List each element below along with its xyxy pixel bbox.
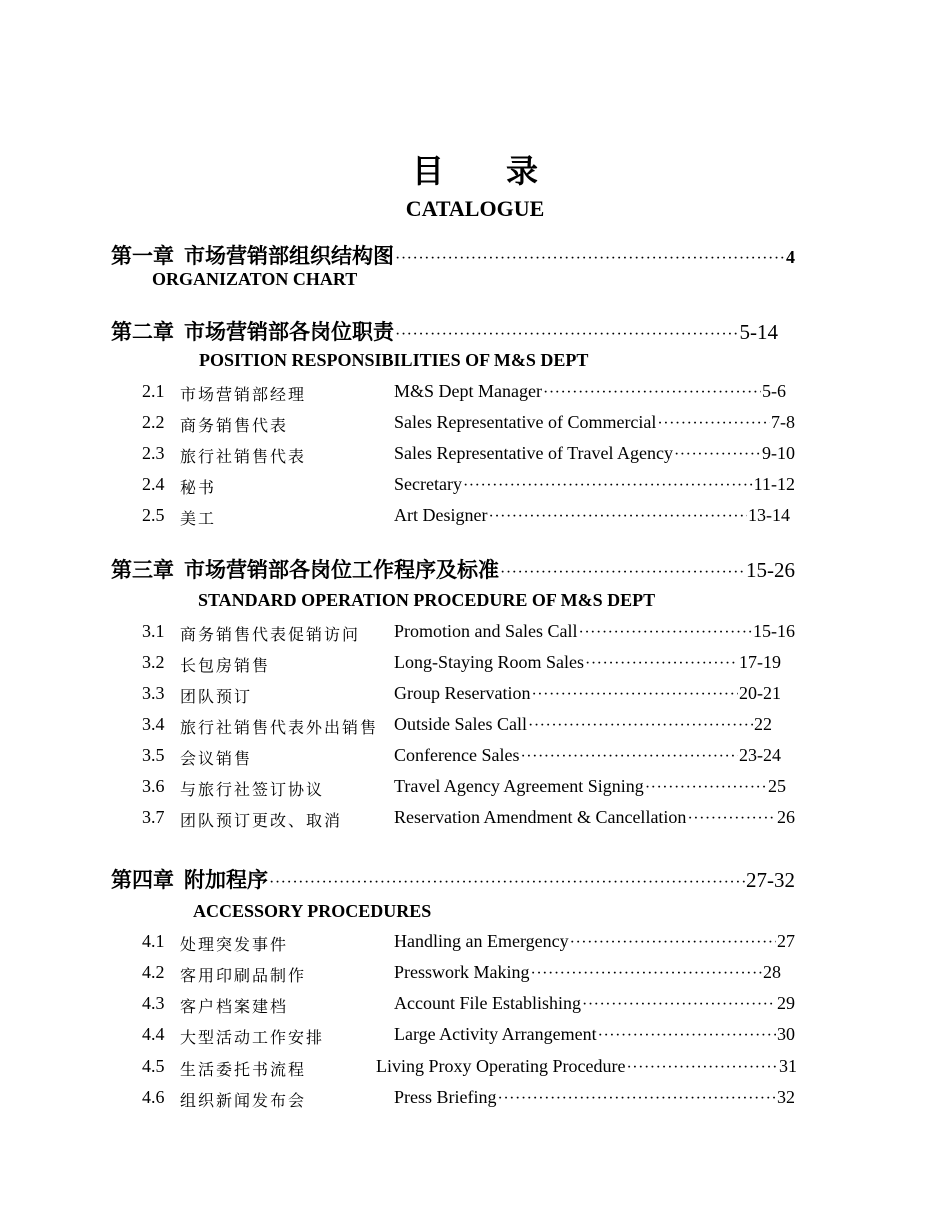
item-number: 3.4 xyxy=(142,714,165,734)
toc-item[interactable] xyxy=(142,745,802,771)
item-title-en: Handling an Emergency xyxy=(394,931,569,951)
chapter-page: 5-14 xyxy=(739,320,778,344)
chapter-label: 第三章 xyxy=(111,557,174,582)
item-number: 3.6 xyxy=(142,776,165,796)
dot-leader xyxy=(687,810,776,828)
item-en-line xyxy=(394,1087,795,1108)
item-page: 22 xyxy=(754,714,772,734)
item-number: 4.2 xyxy=(142,962,165,982)
item-title-cn: 团队预订 xyxy=(180,687,253,706)
item-title-cn: 生活委托书流程 xyxy=(180,1060,307,1079)
dot-leader xyxy=(528,717,753,735)
dot-leader xyxy=(570,934,776,952)
item-title-en: Long-Staying Room Sales xyxy=(394,652,584,672)
item-page: 15-16 xyxy=(753,621,795,641)
item-title-en: Group Reservation xyxy=(394,683,531,703)
item-title-cn: 旅行社销售代表 xyxy=(180,447,307,466)
item-title-cn: 会议销售 xyxy=(180,749,253,768)
item-en-line xyxy=(394,652,781,673)
item-en-line xyxy=(394,381,786,402)
item-page: 31 xyxy=(779,1056,797,1076)
chapter-4-subtitle: ACCESSORY PROCEDURES xyxy=(193,901,432,921)
dot-leader xyxy=(531,965,763,983)
chapter-page: 15-26 xyxy=(746,558,795,582)
item-en-line xyxy=(394,1024,795,1045)
item-title-en: Outside Sales Call xyxy=(394,714,527,734)
item-page: 9-10 xyxy=(762,443,795,463)
toc-item[interactable] xyxy=(142,993,802,1019)
toc-item[interactable] xyxy=(142,714,802,740)
item-en-line xyxy=(394,714,772,735)
dot-leader xyxy=(543,384,761,402)
item-title-cn: 团队预订更改、取消 xyxy=(180,811,343,830)
item-number: 4.3 xyxy=(142,993,165,1013)
item-page: 13-14 xyxy=(748,505,790,525)
chapter-title: 市场营销部各岗位职责 xyxy=(184,319,394,344)
dot-leader xyxy=(500,564,745,582)
item-en-line xyxy=(394,993,795,1014)
item-en-line xyxy=(394,683,781,704)
item-title-cn: 商务销售代表促销访问 xyxy=(180,625,361,644)
item-title-cn: 长包房销售 xyxy=(180,656,271,675)
dot-leader xyxy=(579,624,753,642)
item-page: 32 xyxy=(777,1087,795,1107)
chapter-1-subtitle: ORGANIZATON CHART xyxy=(152,269,358,289)
item-number: 3.2 xyxy=(142,652,165,672)
chapter-4-entry[interactable] xyxy=(111,864,795,894)
item-page: 5-6 xyxy=(762,381,786,401)
item-title-cn: 大型活动工作安排 xyxy=(180,1028,325,1047)
item-number: 2.1 xyxy=(142,381,165,401)
item-page: 20-21 xyxy=(739,683,781,703)
item-title-en: Sales Representative of Travel Agency xyxy=(394,443,673,463)
item-title-cn: 美工 xyxy=(180,509,217,528)
item-en-line xyxy=(394,776,786,797)
toc-item[interactable] xyxy=(142,807,802,833)
title-english: CATALOGUE xyxy=(405,196,545,221)
title-chinese: 目录 xyxy=(411,152,600,190)
chapter-label: 第四章 xyxy=(111,867,174,892)
item-page: 27 xyxy=(777,931,795,951)
toc-item[interactable] xyxy=(142,505,802,531)
item-title-cn: 秘书 xyxy=(180,478,217,497)
item-number: 4.6 xyxy=(142,1087,165,1107)
item-en-line xyxy=(394,931,795,952)
item-number: 4.4 xyxy=(142,1024,165,1044)
chapter-page: 27-32 xyxy=(746,868,795,892)
chapter-page: 4 xyxy=(786,247,795,267)
item-en-line xyxy=(394,505,790,526)
item-page: 11-12 xyxy=(753,474,795,494)
chapter-label: 第一章 xyxy=(111,243,174,268)
item-title-cn: 客用印刷品制作 xyxy=(180,966,307,985)
item-page: 23-24 xyxy=(739,745,781,765)
item-en-line xyxy=(394,962,781,983)
item-title-en: Secretary xyxy=(394,474,462,494)
item-title-cn: 处理突发事件 xyxy=(180,935,289,954)
item-title-cn: 商务销售代表 xyxy=(180,416,289,435)
item-title-en: Promotion and Sales Call xyxy=(394,621,578,641)
item-en-line xyxy=(394,807,795,828)
dot-leader xyxy=(520,748,738,766)
item-title-en: Travel Agency Agreement Signing xyxy=(394,776,644,796)
item-title-cn: 客户档案建档 xyxy=(180,997,289,1016)
dot-leader xyxy=(585,655,738,673)
toc-item[interactable] xyxy=(142,474,802,500)
toc-item[interactable] xyxy=(142,683,802,709)
item-title-en: Sales Representative of Commercial xyxy=(394,412,657,432)
chapter-1-entry[interactable] xyxy=(111,240,795,270)
toc-item[interactable] xyxy=(142,621,802,647)
item-number: 3.5 xyxy=(142,745,165,765)
item-number: 4.5 xyxy=(142,1056,165,1076)
dot-leader xyxy=(395,326,739,344)
dot-leader xyxy=(531,686,738,704)
toc-item[interactable] xyxy=(142,1056,802,1082)
item-en-line xyxy=(394,745,781,766)
item-title-en: Art Designer xyxy=(394,505,488,525)
item-en-line xyxy=(394,412,795,433)
toc-item[interactable] xyxy=(142,381,802,407)
dot-leader xyxy=(488,508,747,526)
item-number: 3.7 xyxy=(142,807,165,827)
item-number: 2.5 xyxy=(142,505,165,525)
item-number: 3.1 xyxy=(142,621,165,641)
item-title-en: Presswork Making xyxy=(394,962,530,982)
item-title-cn: 与旅行社签订协议 xyxy=(180,780,325,799)
item-number: 4.1 xyxy=(142,931,165,951)
item-page: 17-19 xyxy=(739,652,781,672)
item-number: 2.3 xyxy=(142,443,165,463)
item-page: 28 xyxy=(763,962,781,982)
toc-item[interactable] xyxy=(142,1087,802,1113)
item-en-line xyxy=(394,443,795,464)
item-title-en: Conference Sales xyxy=(394,745,520,765)
chapter-title: 附加程序 xyxy=(184,867,268,892)
item-title-en: Account File Establishing xyxy=(394,993,581,1013)
item-title-en: Reservation Amendment & Cancellation xyxy=(394,807,687,827)
item-title-en: Large Activity Arrangement xyxy=(394,1024,597,1044)
item-en-line xyxy=(376,1056,797,1077)
item-title-en: Living Proxy Operating Procedure xyxy=(376,1056,626,1076)
item-page: 25 xyxy=(768,776,786,796)
item-title-cn: 市场营销部经理 xyxy=(180,385,307,404)
chapter-2-subtitle: POSITION RESPONSIBILITIES OF M&S DEPT xyxy=(199,350,589,370)
dot-leader xyxy=(674,446,761,464)
dot-leader xyxy=(657,415,770,433)
chapter-title: 市场营销部组织结构图 xyxy=(184,243,394,268)
item-page: 7-8 xyxy=(771,412,795,432)
dot-leader xyxy=(645,779,767,797)
chapter-3-entry[interactable] xyxy=(111,554,795,584)
dot-leader xyxy=(626,1059,778,1077)
chapter-label: 第二章 xyxy=(111,319,174,344)
item-page: 30 xyxy=(777,1024,795,1044)
chapter-3-subtitle: STANDARD OPERATION PROCEDURE OF M&S DEPT xyxy=(198,590,656,610)
item-number: 2.4 xyxy=(142,474,165,494)
dot-leader xyxy=(395,250,785,268)
item-page: 26 xyxy=(777,807,795,827)
dot-leader xyxy=(498,1090,777,1108)
item-page: 29 xyxy=(777,993,795,1013)
dot-leader xyxy=(582,996,776,1014)
toc-item[interactable] xyxy=(142,1024,802,1050)
toc-item[interactable] xyxy=(142,652,802,678)
chapter-2-entry[interactable] xyxy=(111,316,778,346)
item-number: 3.3 xyxy=(142,683,165,703)
item-title-en: M&S Dept Manager xyxy=(394,381,542,401)
item-title-cn: 旅行社销售代表外出销售 xyxy=(180,718,379,737)
dot-leader xyxy=(598,1027,776,1045)
toc-item[interactable] xyxy=(142,962,802,988)
item-number: 2.2 xyxy=(142,412,165,432)
toc-item[interactable] xyxy=(142,776,802,802)
toc-item[interactable] xyxy=(142,412,802,438)
item-title-en: Press Briefing xyxy=(394,1087,497,1107)
item-en-line xyxy=(394,621,795,642)
toc-item[interactable] xyxy=(142,931,802,957)
dot-leader xyxy=(269,874,745,892)
dot-leader xyxy=(463,477,753,495)
chapter-title: 市场营销部各岗位工作程序及标准 xyxy=(184,557,499,582)
item-en-line xyxy=(394,474,795,495)
item-title-cn: 组织新闻发布会 xyxy=(180,1091,307,1110)
toc-item[interactable] xyxy=(142,443,802,469)
